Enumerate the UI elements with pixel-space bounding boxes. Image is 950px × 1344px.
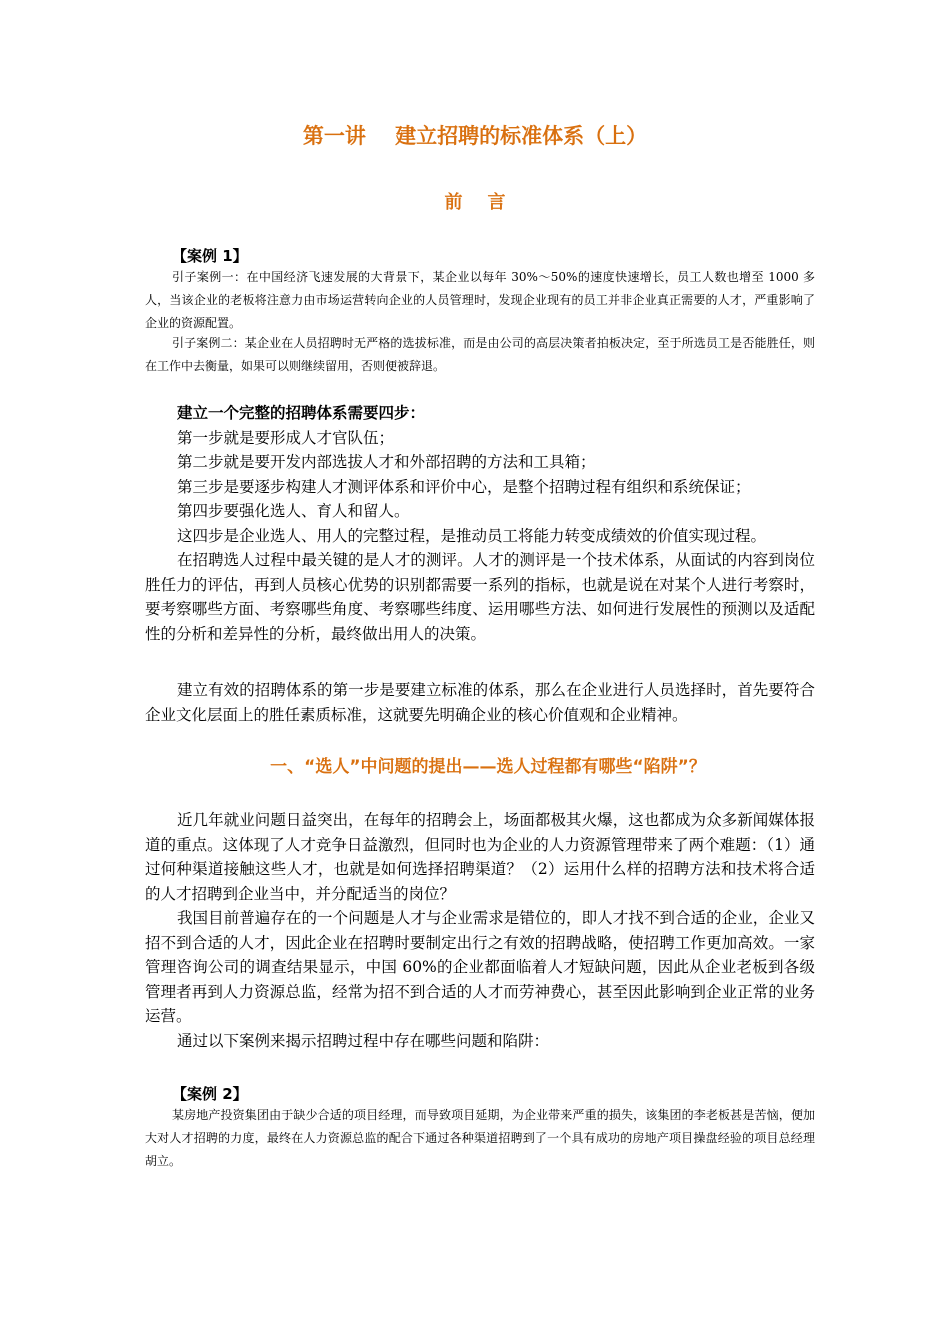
section-1-heading: 一、“选人”中问题的提出——选人过程都有哪些“陷阱”？ [270, 757, 706, 777]
paragraph-intro-cases: 通过以下案例来揭示招聘过程中存在哪些问题和陷阱： [177, 1032, 550, 1050]
paragraph-talent-testing: 在招聘选人过程中最关键的是人才的测评。人才的测评是一个技术体系，从面试的内容到岗位胜任力的评估，再到人员核心优势的识别都需要一系列的指标，也就是说在对某个人进行考察时，要考察哪些方面、考察哪些角度、考察哪些纬度、运用哪些方法、如何进行发展性的预测以及适配性的分析和差异性的分析，最终做出用人的决策。 [145, 551, 815, 643]
steps-heading: 建立一个完整的招聘体系需要四步： [177, 404, 426, 422]
case-1-label: 【案例 1】 [172, 247, 248, 265]
step-4: 第四步要强化选人、育人和留人。 [177, 502, 410, 520]
case-1-paragraph-1: 引子案例一：在中国经济飞速发展的大背景下，某企业以每年 30%～50%的速度快速增长，员工人数也增至 1000 多人，当该企业的老板将注意力由市场运营转向企业的人员管理时，发现企业现有的员工并非企业真正需要的人才，严重影响了企业的资源配置。 [145, 270, 815, 330]
case-1-paragraph-2: 引子案例二：某企业在人员招聘时无严格的选拔标准，而是由公司的高层决策者拍板决定，至于所选员工是否能胜任，则在工作中去衡量，如果可以则继续留用，否则便被辞退。 [145, 336, 815, 373]
step-1: 第一步就是要形成人才官队伍； [177, 429, 395, 447]
steps-summary: 这四步是企业选人、用人的完整过程，是推动员工将能力转变成绩效的价值实现过程。 [177, 527, 767, 545]
paragraph-employment: 近几年就业问题日益突出，在每年的招聘会上，场面都极其火爆，这也都成为众多新闻媒体报道的重点。这体现了人才竞争日益激烈，但同时也为企业的人力资源管理带来了两个难题：（1）通过何种渠道接触这些人才，也就是如何选择招聘渠道？（2）运用什么样的招聘方法和技术将合适的人才招聘到企业当中，并分配适当的岗位？ [145, 811, 815, 903]
lecture-title: 第一讲 建立招聘的标准体系（上） [302, 124, 648, 148]
paragraph-mismatch: 我国目前普遍存在的一个问题是人才与企业需求是错位的，即人才找不到合适的企业，企业又招不到合适的人才，因此企业在招聘时要制定出行之有效的招聘战略，使招聘工作更加高效。一家管理咨询公司的调查结果显示，中国 60%的企业都面临着人才短缺问题，因此从企业老板到各级管理者再到人力资源总监，经常为招不到合适的人才而劳神费心，甚至因此影响到企业正常的业务运营。 [145, 909, 815, 1025]
step-3: 第三步是要逐步构建人才测评体系和评价中心，是整个招聘过程有组织和系统保证； [177, 478, 751, 496]
step-2: 第二步就是要开发内部选拔人才和外部招聘的方法和工具箱； [177, 453, 596, 471]
case-2-paragraph: 某房地产投资集团由于缺少合适的项目经理，而导致项目延期，为企业带来严重的损失，该集团的李老板甚是苦恼，便加大对人才招聘的力度，最终在人力资源总监的配合下通过各种渠道招聘到了一个具有成功的房地产项目操盘经验的项目总经理胡立。 [145, 1108, 815, 1168]
paragraph-standard-system: 建立有效的招聘体系的第一步是要建立标准的体系，那么在企业进行人员选择时，首先要符合企业文化层面上的胜任素质标准，这就要先明确企业的核心价值观和企业精神。 [145, 681, 815, 724]
case-2-label: 【案例 2】 [172, 1085, 248, 1103]
preface-heading: 前 言 [444, 192, 506, 213]
